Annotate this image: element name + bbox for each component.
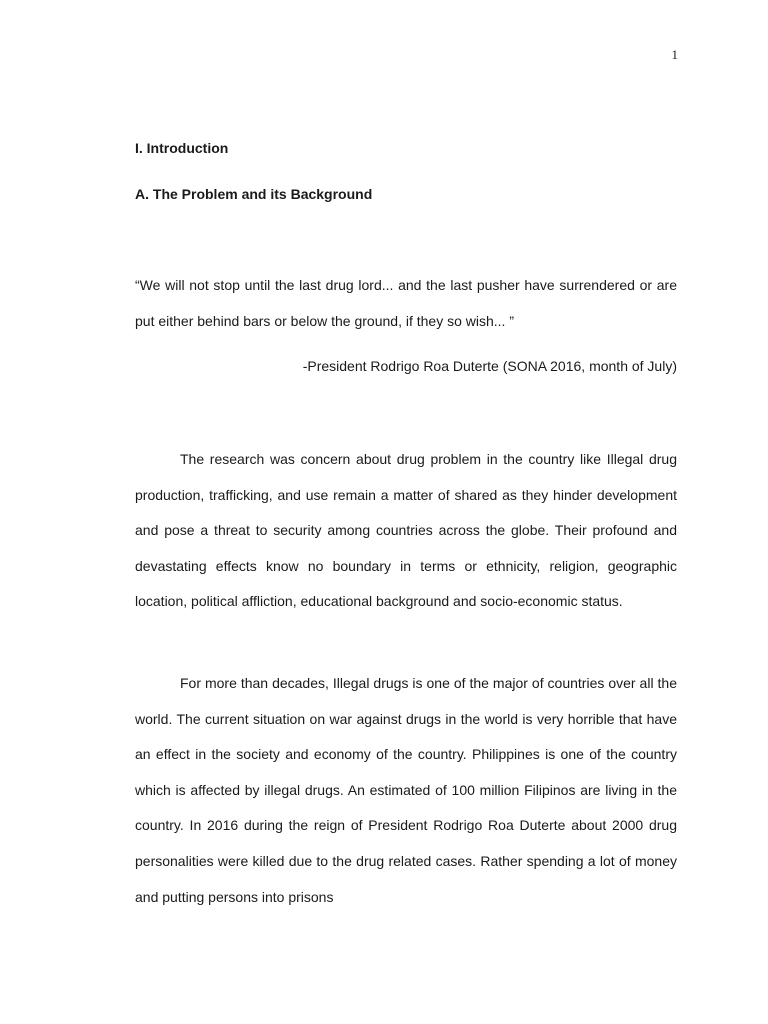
body-paragraph xyxy=(135,666,677,915)
page-number: 1 xyxy=(671,47,678,62)
quote-attribution: -President Rodrigo Roa Duterte (SONA 2016, month of July) xyxy=(302,358,677,374)
epigraph-quote: “We will not stop until the last drug lord... and the last pusher have surrendered or are put either behind bars or below the ground, if they so wish... ” xyxy=(135,277,677,329)
paragraph-text: The research was concern about drug problem in the country like Illegal drug production, trafficking, and use remain a matter of shared as they hinder development and pose a threat to security among countries across the globe. Their profound and devastating effects know no boundary in terms or ethnicity, religion, geographic location, political affliction, educational background and socio-economic status. xyxy=(135,451,677,610)
section-heading: I. Introduction xyxy=(135,140,229,156)
paragraph-text: For more than decades, Illegal drugs is one of the major of countries over all the world. The current situation on war against drugs in the world is very horrible that have an effect in the society and economy of the country. Philippines is one of the country which is affected by illegal drugs. An estimated of 100 million Filipinos are living in the country. In 2016 during the reign of President Rodrigo Roa Duterte about 2000 drug personalities were killed due to the drug related cases. Rather spending a lot of money and putting persons into prisons xyxy=(135,675,677,905)
subsection-heading: A. The Problem and its Background xyxy=(135,186,373,202)
body-paragraph xyxy=(135,442,677,620)
